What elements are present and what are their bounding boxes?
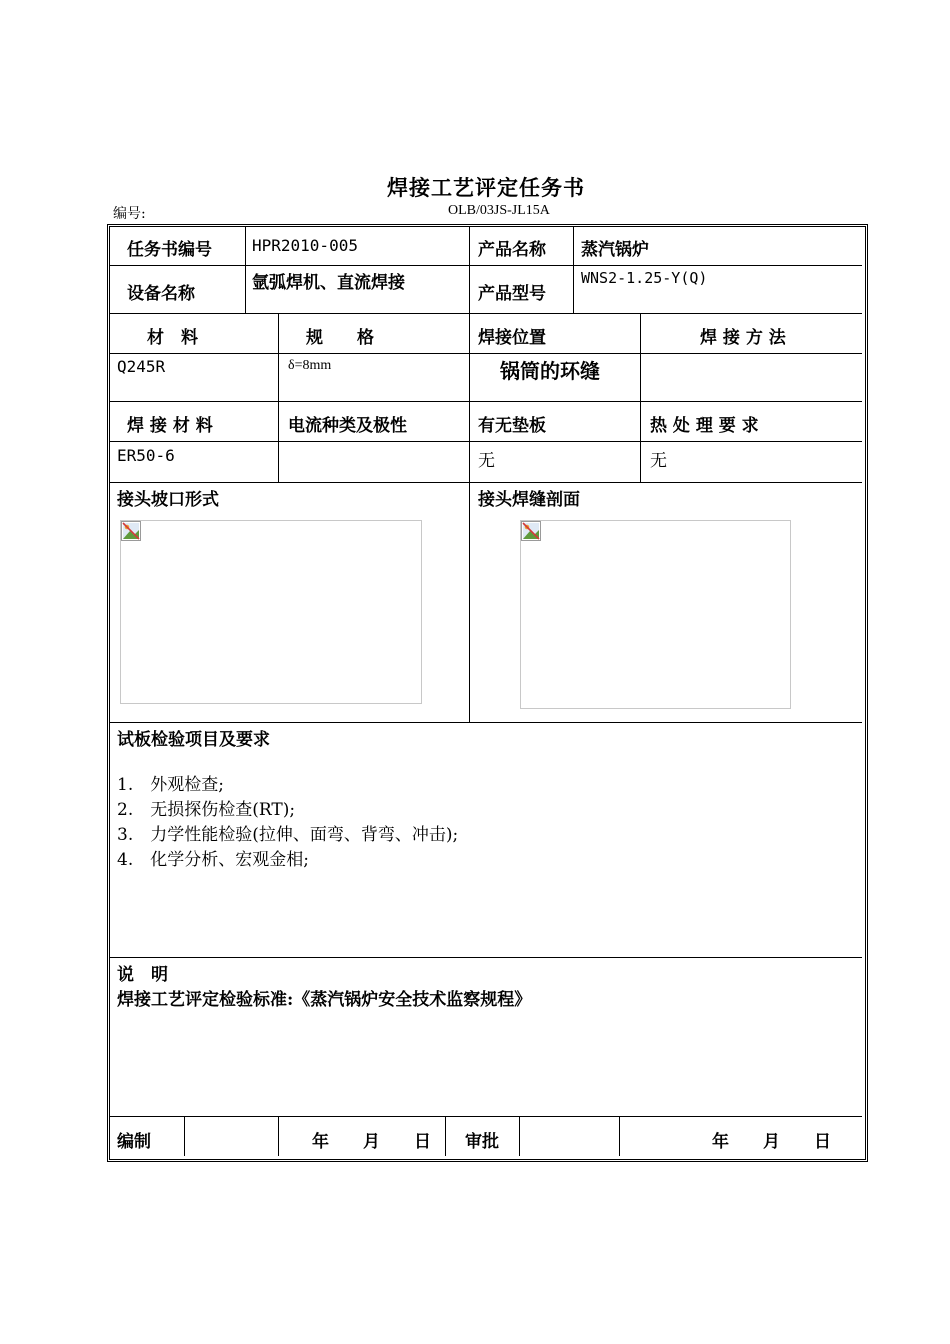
approved-label: 审批	[465, 1132, 499, 1152]
position-label: 焊接位置	[478, 328, 546, 348]
model-value: WNS2-1.25-Y(Q)	[581, 269, 708, 287]
col-divider	[245, 227, 246, 313]
col-divider	[278, 1116, 279, 1156]
equipment-label: 设备名称	[127, 284, 195, 304]
approved-date: 年 月 日	[712, 1132, 831, 1152]
inspection-item: 2. 无损探伤检查(RT);	[117, 800, 296, 820]
position-value: 锅筒的环缝	[500, 359, 600, 383]
col-divider	[573, 227, 574, 313]
notes-text: 焊接工艺评定检验标准:《蒸汽锅炉安全技术监察规程》	[117, 990, 532, 1010]
heat-treatment-value: 无	[650, 451, 667, 471]
method-label: 焊 接 方 法	[700, 328, 786, 348]
material-label: 材 料	[147, 328, 198, 348]
spec-value: δ=8mm	[288, 358, 332, 373]
spec-label: 规 格	[306, 328, 374, 348]
material-value: Q245R	[117, 357, 166, 376]
backing-label: 有无垫板	[478, 416, 546, 436]
weld-material-label: 焊 接 材 料	[127, 416, 213, 436]
col-divider	[469, 313, 470, 722]
prepared-label: 编制	[117, 1132, 151, 1152]
col-divider	[640, 313, 641, 482]
section-image	[520, 520, 791, 709]
product-name-value: 蒸汽锅炉	[581, 240, 649, 260]
row-divider	[110, 957, 862, 958]
inspection-list	[117, 773, 458, 873]
document-title: 焊接工艺评定任务书	[387, 175, 585, 200]
col-divider	[519, 1116, 520, 1156]
row-divider	[110, 313, 862, 314]
code-value: OLB/03JS-JL15A	[448, 203, 550, 218]
row-divider	[110, 441, 862, 442]
broken-image-icon	[521, 521, 541, 541]
col-divider	[445, 1116, 446, 1156]
row-divider	[110, 1116, 862, 1117]
inspection-item: 4. 化学分析、宏观金相;	[117, 850, 309, 870]
col-divider	[278, 313, 279, 482]
equipment-value: 氩弧焊机、直流焊接	[252, 273, 405, 293]
code-label: 编号:	[113, 206, 146, 222]
row-divider	[110, 722, 862, 723]
current-label: 电流种类及极性	[288, 416, 407, 436]
row-divider	[110, 401, 862, 402]
groove-image	[120, 520, 422, 704]
row-divider	[110, 353, 862, 354]
model-label: 产品型号	[478, 284, 546, 304]
heat-treatment-label: 热 处 理 要 求	[650, 416, 759, 436]
row-divider	[110, 482, 862, 483]
backing-value: 无	[478, 451, 495, 471]
task-no-value: HPR2010-005	[252, 236, 358, 255]
broken-image-icon	[121, 521, 141, 541]
prepared-date: 年 月 日	[312, 1132, 431, 1152]
notes-title: 说 明	[117, 965, 168, 985]
col-divider	[469, 227, 470, 313]
weld-material-value: ER50-6	[117, 446, 175, 465]
inspection-item: 1. 外观检查;	[117, 775, 224, 795]
inspection-item: 3. 力学性能检验(拉伸、面弯、背弯、冲击);	[117, 825, 459, 845]
inspection-title: 试板检验项目及要求	[117, 730, 270, 750]
col-divider	[184, 1116, 185, 1156]
row-divider	[110, 265, 862, 266]
section-label: 接头焊缝剖面	[478, 490, 580, 510]
task-no-label: 任务书编号	[127, 240, 212, 260]
col-divider	[619, 1116, 620, 1156]
groove-label: 接头坡口形式	[117, 490, 219, 510]
product-name-label: 产品名称	[478, 240, 546, 260]
